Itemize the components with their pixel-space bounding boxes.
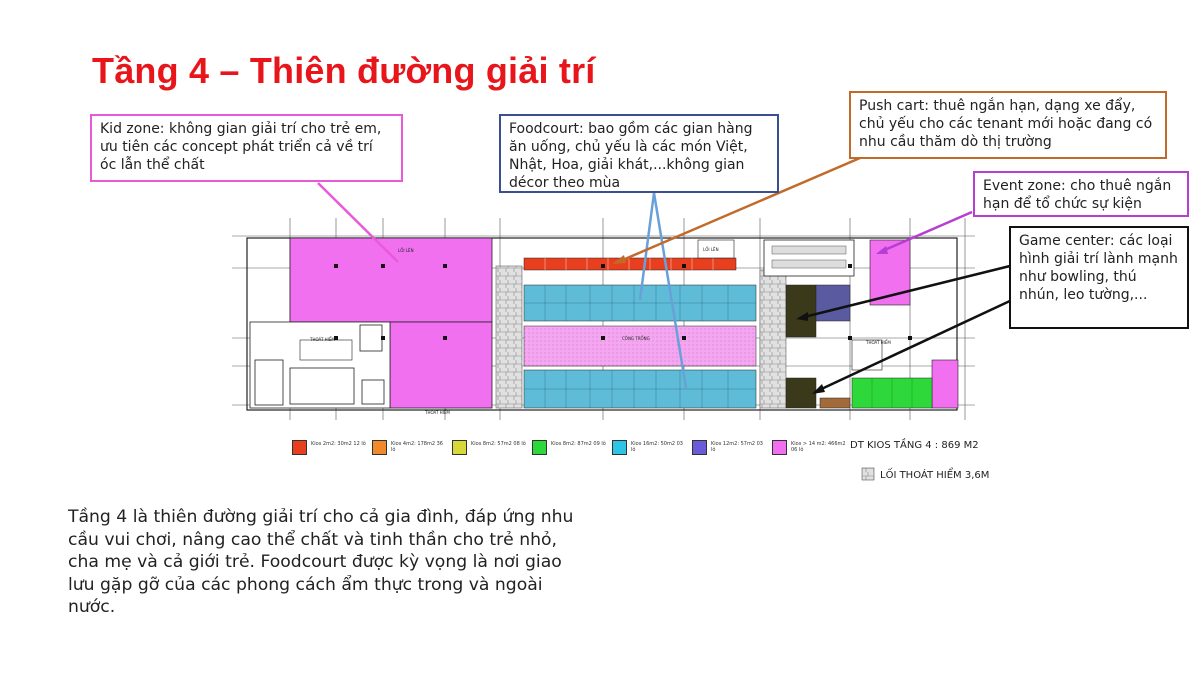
plan-label-thoat-hiem-3: THOÁT HIỂM [866, 340, 891, 345]
game-center-area [786, 285, 816, 337]
legend-swatch [612, 440, 627, 455]
legend-swatch [372, 440, 387, 455]
event-zone-leader [880, 212, 972, 252]
legend-label: Kios 12m2: 57m2 03 lô [711, 441, 763, 453]
push-cart-callout: Push cart: thuê ngắn hạn, dạng xe đẩy, chủ yếu cho các tenant mới hoặc đang có nhu cầu thăm dò thị trường [849, 91, 1167, 159]
legend-swatch [452, 440, 467, 455]
plan-label-loi-len-2: LỐI LÊN [703, 247, 719, 252]
kid-zone-callout: Kid zone: không gian giải trí cho trẻ em, ưu tiên các concept phát triển cả về trí óc lẫn thể chất [90, 114, 403, 182]
central-atrium [524, 326, 756, 366]
legend-label: Kios 8m2: 57m2 08 lô [471, 441, 526, 447]
push-cart-strip [524, 258, 736, 270]
legend-swatch [532, 440, 547, 455]
legend-label: Kios > 14 m2: 466m2 06 lô [791, 441, 846, 453]
kid-zone-area-lower [390, 322, 492, 408]
event-zone-callout: Event zone: cho thuê ngắn hạn để tổ chức sự kiện [973, 171, 1189, 217]
legend-label: Kios 8m2: 87m2 09 lô [551, 441, 606, 447]
exit-legend-label: LỐI THOÁT HIỂM 3,6M [880, 470, 990, 481]
legend-label: Kios 2m2: 30m2 12 lô [311, 441, 366, 447]
page-title: Tầng 4 – Thiên đường giải trí [92, 50, 596, 91]
plan-label-thoat-hiem-2: THOÁT HIỂM [425, 410, 450, 415]
legend-label: Kios 16m2: 50m2 03 lô [631, 441, 683, 453]
kios-total-area: DT KIOS TẦNG 4 : 869 M2 [850, 440, 979, 451]
plan-label-cong-trong: CÔNG TRỐNG [622, 336, 650, 341]
legend-label: Kios 4m2: 178m2 36 lô [391, 441, 443, 453]
game-center-callout: Game center: các loại hình giải trí lành mạnh như bowling, thú nhún, leo tường,... [1009, 226, 1189, 329]
plan-label-thoat-hiem-1: THOÁT HIỂM [310, 337, 335, 342]
stone-wall-left [496, 266, 522, 408]
legend-swatch [292, 440, 307, 455]
plan-label-loi-len-1: LỐI LÊN [398, 248, 414, 253]
stone-wall-right [760, 270, 786, 408]
foodcourt-callout: Foodcourt: bao gồm các gian hàng ăn uống, chủ yếu là các món Việt, Nhật, Hoa, giải khát,...không gian décor theo mùa [499, 114, 779, 193]
kid-zone-area [290, 238, 492, 322]
legend-swatch [692, 440, 707, 455]
legend-swatch [772, 440, 787, 455]
exit-legend-icon [862, 468, 874, 480]
description-paragraph: Tầng 4 là thiên đường giải trí cho cả gia đình, đáp ứng nhu cầu vui chơi, nâng cao thể chất và tinh thần cho trẻ nhỏ, cha mẹ và cả giới trẻ. Foodcourt được kỳ vọng là nơi giao lưu gặp gỡ của các phong cách ẩm thực trong và ngoài nước. [68, 507, 574, 617]
